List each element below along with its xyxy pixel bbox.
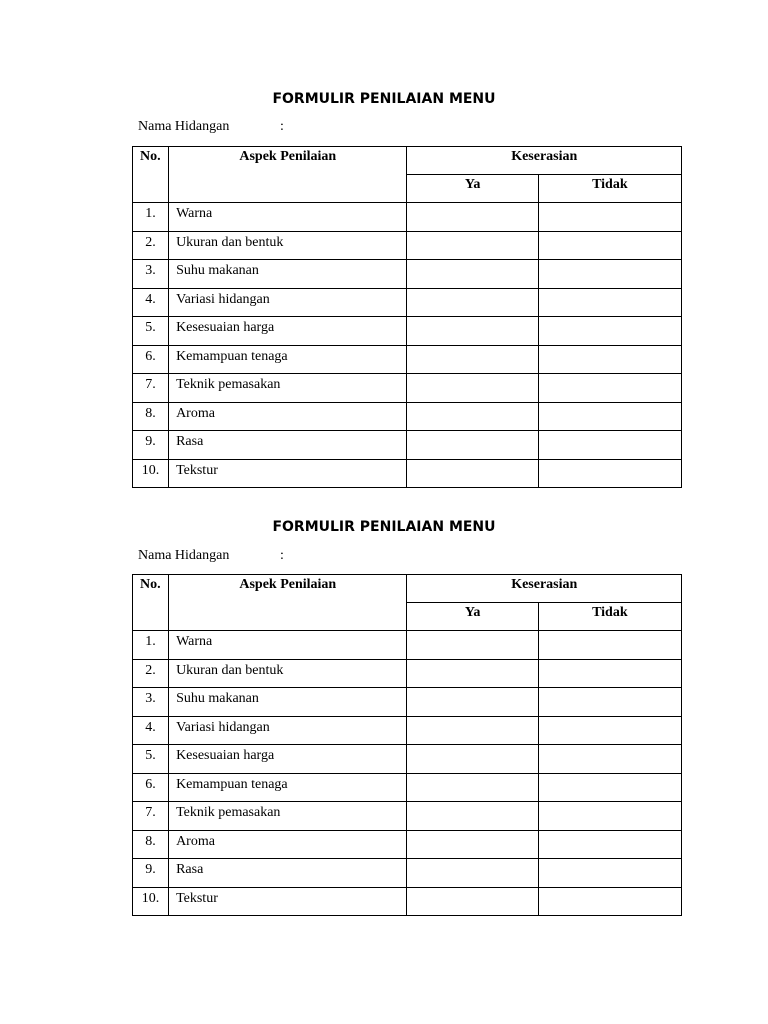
table-row	[133, 231, 682, 260]
header-keserasian: Keserasian	[407, 147, 682, 175]
row-number: 6.	[133, 773, 169, 802]
row-number: 9.	[133, 431, 169, 460]
table-row	[133, 459, 682, 488]
row-aspect: Ukuran dan bentuk	[169, 659, 407, 688]
ya-cell[interactable]	[407, 745, 538, 774]
tidak-cell[interactable]	[538, 203, 681, 232]
ya-cell[interactable]	[407, 716, 538, 745]
row-aspect: Rasa	[169, 431, 407, 460]
tidak-cell[interactable]	[538, 231, 681, 260]
row-number: 10.	[133, 459, 169, 488]
table-row	[133, 260, 682, 289]
row-number: 9.	[133, 859, 169, 888]
table-row	[133, 887, 682, 916]
table-row	[133, 716, 682, 745]
ya-cell[interactable]	[407, 317, 538, 346]
header-aspek-penilaian: Aspek Penilaian	[169, 147, 407, 203]
row-aspect: Warna	[169, 203, 407, 232]
ya-cell[interactable]	[407, 859, 538, 888]
assessment-table	[132, 146, 682, 488]
tidak-cell[interactable]	[538, 802, 681, 831]
tidak-cell[interactable]	[538, 288, 681, 317]
ya-cell[interactable]	[407, 887, 538, 916]
tidak-cell[interactable]	[538, 431, 681, 460]
ya-cell[interactable]	[407, 830, 538, 859]
row-aspect: Tekstur	[169, 459, 407, 488]
ya-cell[interactable]	[407, 231, 538, 260]
table-row	[133, 659, 682, 688]
row-aspect: Kesesuaian harga	[169, 317, 407, 346]
row-number: 10.	[133, 887, 169, 916]
row-number: 1.	[133, 203, 169, 232]
table-row	[133, 317, 682, 346]
ya-cell[interactable]	[407, 459, 538, 488]
form-title: FORMULIR PENILAIAN MENU	[272, 519, 496, 535]
row-aspect: Suhu makanan	[169, 688, 407, 717]
row-number: 5.	[133, 745, 169, 774]
tidak-cell[interactable]	[538, 887, 681, 916]
row-number: 6.	[133, 345, 169, 374]
tidak-cell[interactable]	[538, 659, 681, 688]
dish-name-label: Nama Hidangan	[138, 548, 230, 563]
row-aspect: Aroma	[169, 402, 407, 431]
dish-name-row	[138, 547, 284, 565]
table-row	[133, 773, 682, 802]
tidak-cell[interactable]	[538, 631, 681, 660]
row-number: 2.	[133, 659, 169, 688]
tidak-cell[interactable]	[538, 830, 681, 859]
table-row	[133, 745, 682, 774]
tidak-cell[interactable]	[538, 716, 681, 745]
row-aspect: Kemampuan tenaga	[169, 345, 407, 374]
table-row	[133, 345, 682, 374]
ya-cell[interactable]	[407, 802, 538, 831]
table-row	[133, 402, 682, 431]
header-keserasian: Keserasian	[407, 575, 682, 603]
assessment-table	[132, 574, 682, 916]
tidak-cell[interactable]	[538, 374, 681, 403]
row-number: 4.	[133, 716, 169, 745]
table-row	[133, 802, 682, 831]
header-ya: Ya	[407, 603, 538, 631]
row-number: 7.	[133, 374, 169, 403]
dish-name-colon: :	[280, 119, 284, 134]
row-aspect: Ukuran dan bentuk	[169, 231, 407, 260]
tidak-cell[interactable]	[538, 317, 681, 346]
ya-cell[interactable]	[407, 688, 538, 717]
row-aspect: Rasa	[169, 859, 407, 888]
header-tidak: Tidak	[538, 603, 681, 631]
row-number: 7.	[133, 802, 169, 831]
row-number: 8.	[133, 402, 169, 431]
table-row	[133, 859, 682, 888]
row-number: 4.	[133, 288, 169, 317]
table-row	[133, 631, 682, 660]
dish-name-colon: :	[280, 548, 284, 563]
ya-cell[interactable]	[407, 288, 538, 317]
row-number: 1.	[133, 631, 169, 660]
tidak-cell[interactable]	[538, 459, 681, 488]
row-aspect: Variasi hidangan	[169, 716, 407, 745]
row-number: 8.	[133, 830, 169, 859]
row-aspect: Kemampuan tenaga	[169, 773, 407, 802]
tidak-cell[interactable]	[538, 745, 681, 774]
row-aspect: Teknik pemasakan	[169, 374, 407, 403]
tidak-cell[interactable]	[538, 260, 681, 289]
row-aspect: Variasi hidangan	[169, 288, 407, 317]
row-aspect: Suhu makanan	[169, 260, 407, 289]
header-no: No.	[133, 575, 169, 631]
tidak-cell[interactable]	[538, 402, 681, 431]
table-row	[133, 374, 682, 403]
dish-name-label: Nama Hidangan	[138, 119, 230, 134]
row-aspect: Tekstur	[169, 887, 407, 916]
tidak-cell[interactable]	[538, 773, 681, 802]
ya-cell[interactable]	[407, 402, 538, 431]
ya-cell[interactable]	[407, 773, 538, 802]
ya-cell[interactable]	[407, 431, 538, 460]
form-title: FORMULIR PENILAIAN MENU	[272, 91, 496, 107]
row-number: 5.	[133, 317, 169, 346]
table-row	[133, 288, 682, 317]
tidak-cell[interactable]	[538, 859, 681, 888]
ya-cell[interactable]	[407, 203, 538, 232]
row-number: 3.	[133, 260, 169, 289]
dish-name-row	[138, 118, 284, 136]
row-aspect: Teknik pemasakan	[169, 802, 407, 831]
table-row	[133, 431, 682, 460]
row-number: 3.	[133, 688, 169, 717]
header-tidak: Tidak	[538, 175, 681, 203]
tidak-cell[interactable]	[538, 688, 681, 717]
ya-cell[interactable]	[407, 631, 538, 660]
row-aspect: Aroma	[169, 830, 407, 859]
tidak-cell[interactable]	[538, 345, 681, 374]
header-no: No.	[133, 147, 169, 203]
ya-cell[interactable]	[407, 345, 538, 374]
table-row	[133, 203, 682, 232]
header-aspek-penilaian: Aspek Penilaian	[169, 575, 407, 631]
ya-cell[interactable]	[407, 659, 538, 688]
row-number: 2.	[133, 231, 169, 260]
row-aspect: Warna	[169, 631, 407, 660]
table-row	[133, 688, 682, 717]
table-row	[133, 830, 682, 859]
header-ya: Ya	[407, 175, 538, 203]
row-aspect: Kesesuaian harga	[169, 745, 407, 774]
ya-cell[interactable]	[407, 260, 538, 289]
ya-cell[interactable]	[407, 374, 538, 403]
